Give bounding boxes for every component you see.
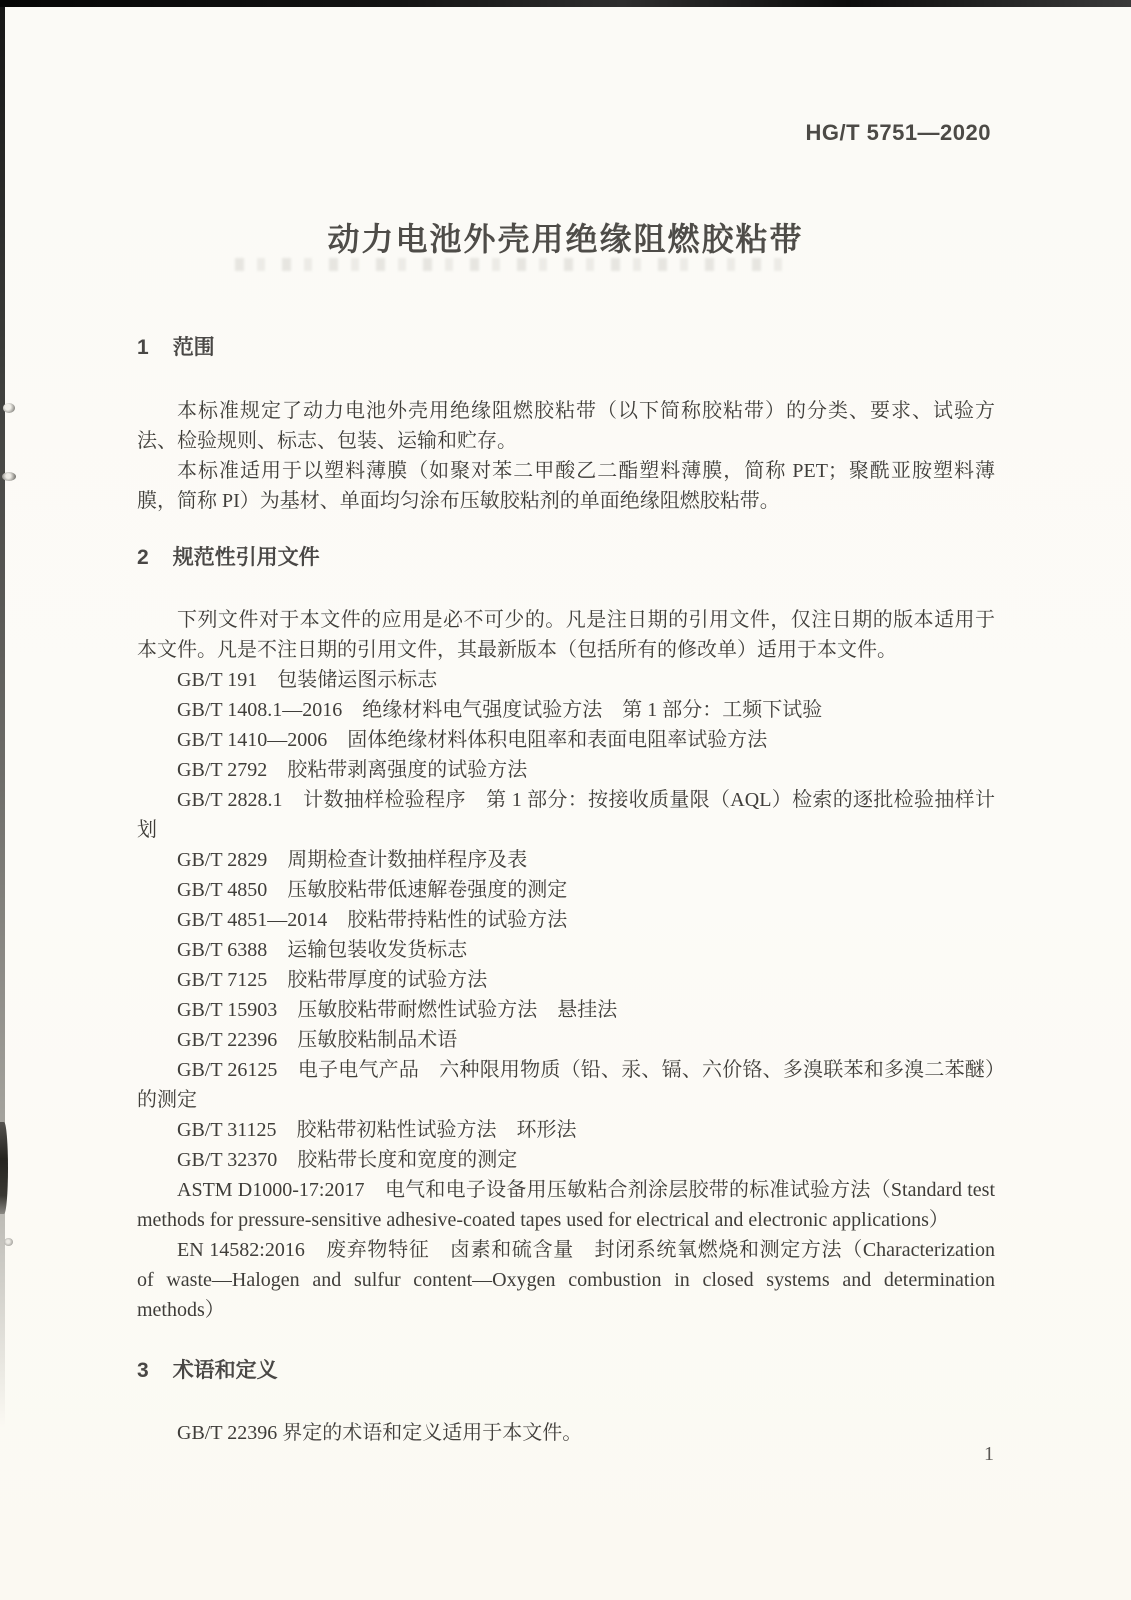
scope-paragraph: 本标准适用于以塑料薄膜（如聚对苯二甲酸乙二酯塑料薄膜，简称 PET；聚酰亚胺塑料薄膜，简称 PI）为基材、单面均匀涂布压敏胶粘剂的单面绝缘阻燃胶粘带。 [137,460,995,512]
reference-item: GB/T 4851—2014 胶粘带持粘性的试验方法 [177,909,568,931]
section-heading-label: 规范性引用文件 [172,546,320,569]
references-intro: 下列文件对于本文件的应用是必不可少的。凡是注日期的引用文件，仅注日期的版本适用于本文件。凡是不注日期的引用文件，其最新版本（包括所有的修改单）适用于本文件。 [137,609,995,661]
reference-item: GB/T 7125 胶粘带厚度的试验方法 [177,969,488,991]
page-number: 1 [984,1443,994,1465]
terms-paragraph: GB/T 22396 界定的术语和定义适用于本文件。 [177,1422,583,1444]
doc-number: HG/T 5751—2020 [805,120,991,145]
document-body [137,333,995,1448]
page-title: 动力电池外壳用绝缘阻燃胶粘带 [327,221,804,257]
section-number: 1 [137,336,149,359]
section-heading-terms [137,1356,995,1386]
reference-item: GB/T 6388 运输包装收发货标志 [177,939,468,961]
binding-mark [2,472,16,481]
scope-paragraph: 本标准规定了动力电池外壳用绝缘阻燃胶粘带（以下简称胶粘带）的分类、要求、试验方法、检验规则、标志、包装、运输和贮存。 [137,400,995,452]
binding-mark [0,1122,8,1214]
reference-item: GB/T 32370 胶粘带长度和宽度的测定 [177,1149,518,1171]
reference-item: EN 14582:2016 废弃物特征 卤素和硫含量 封闭系统氧燃烧和测定方法（Characterization of waste—Halogen and sulfur content—Oxygen combustion in closed systems and determination methods） [137,1239,995,1321]
section-number: 2 [137,546,149,569]
section-heading-scope [137,333,995,363]
section-heading-label: 范围 [172,336,215,359]
reference-item: GB/T 2792 胶粘带剥离强度的试验方法 [177,759,528,781]
reference-item: GB/T 4850 压敏胶粘带低速解卷强度的测定 [177,879,568,901]
section-number: 3 [137,1359,149,1382]
reference-item: GB/T 1410—2006 固体绝缘材料体积电阻率和表面电阻率试验方法 [177,729,768,751]
reference-item: GB/T 191 包装储运图示标志 [177,669,438,691]
reference-item: GB/T 1408.1—2016 绝缘材料电气强度试验方法 第 1 部分：工频下试验 [177,699,823,721]
section-heading-references [137,543,995,573]
binding-mark [3,403,15,413]
reference-item: ASTM D1000-17:2017 电气和电子设备用压敏粘合剂涂层胶带的标准试验方法（Standard test methods for pressure-sensitive adhesive-coated tapes used for electrical and electronic applications） [137,1179,995,1231]
reference-item: GB/T 26125 电子电气产品 六种限用物质（铅、汞、镉、六价铬、多溴联苯和多溴二苯醚）的测定 [137,1059,995,1111]
reference-item: GB/T 22396 压敏胶粘制品术语 [177,1029,458,1051]
reference-item: GB/T 31125 胶粘带初粘性试验方法 环形法 [177,1119,577,1141]
reference-item: GB/T 15903 压敏胶粘带耐燃性试验方法 悬挂法 [177,999,618,1021]
reference-item: GB/T 2829 周期检查计数抽样程序及表 [177,849,528,871]
scan-edge-top [0,0,1131,7]
section-heading-label: 术语和定义 [172,1359,278,1382]
binding-mark [4,1238,13,1246]
reference-item: GB/T 2828.1 计数抽样检验程序 第 1 部分：按接收质量限（AQL）检索的逐批检验抽样计划 [137,789,995,841]
ink-bleed-artifact [235,258,795,271]
